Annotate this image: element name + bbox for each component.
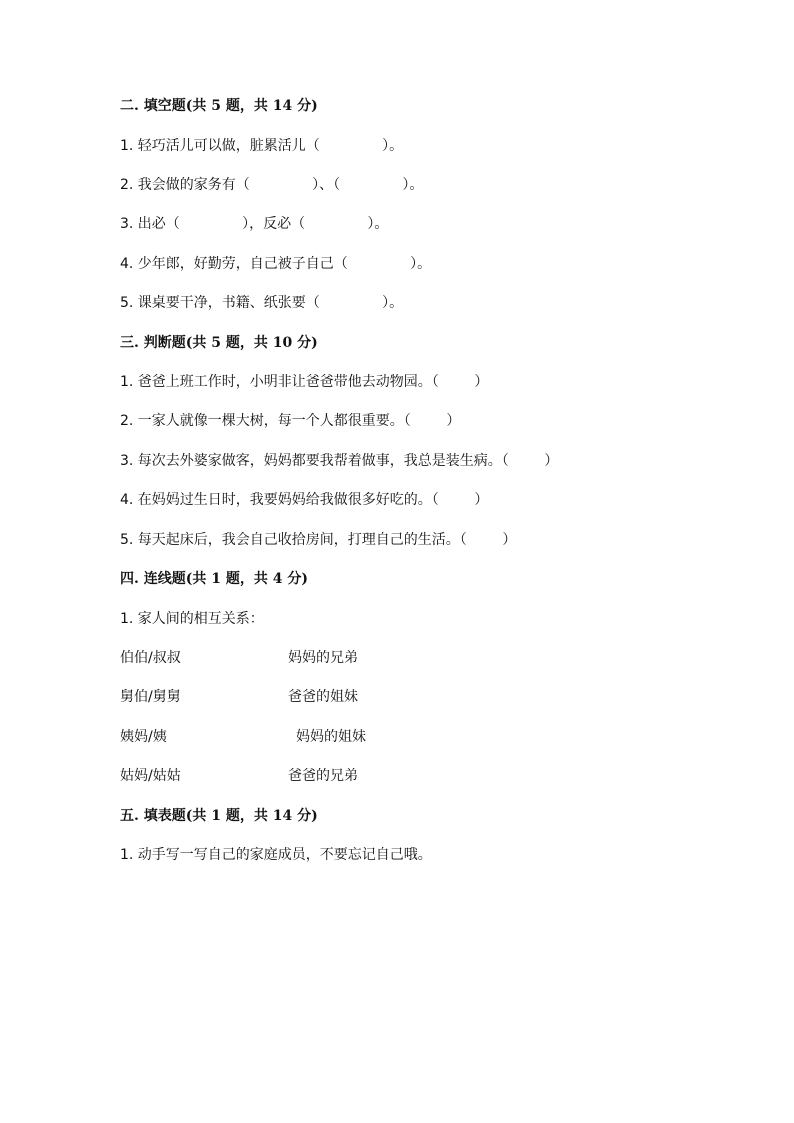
matching-left-item: 姨妈/姨 [120, 729, 167, 745]
fill-table-question-1: 1. 动手写一写自己的家庭成员，不要忘记自己哦。 [120, 847, 432, 863]
section-heading-fill-blank: 二. 填空题(共 5 题，共 14 分) [120, 98, 318, 114]
fill-blank-question-3: 3. 出必（ ），反必（ ）。 [120, 216, 389, 232]
true-false-question-1: 1. 爸爸上班工作时，小明非让爸爸带他去动物园。（ ） [120, 374, 489, 390]
true-false-question-2: 2. 一家人就像一棵大树，每一个人都很重要。（ ） [120, 413, 461, 429]
matching-left-item: 伯伯/叔叔 [120, 650, 181, 666]
matching-right-item: 妈妈的兄弟 [288, 650, 358, 666]
matching-left-item: 姑妈/姑姑 [120, 768, 181, 784]
fill-blank-question-1: 1. 轻巧活儿可以做，脏累活儿（ ）。 [120, 138, 404, 154]
matching-right-item: 爸爸的姐妹 [288, 689, 358, 705]
matching-question-1: 1. 家人间的相互关系： [120, 611, 264, 627]
section-heading-fill-table: 五. 填表题(共 1 题，共 14 分) [120, 808, 318, 824]
matching-left-item: 舅伯/舅舅 [120, 689, 181, 705]
matching-right-item: 爸爸的兄弟 [288, 768, 358, 784]
true-false-question-4: 4. 在妈妈过生日时，我要妈妈给我做很多好吃的。（ ） [120, 492, 489, 508]
fill-blank-question-2: 2. 我会做的家务有（ ）、（ ）。 [120, 177, 424, 193]
section-heading-true-false: 三. 判断题(共 5 题，共 10 分) [120, 335, 318, 351]
fill-blank-question-4: 4. 少年郎，好勤劳，自己被子自己（ ）。 [120, 256, 432, 272]
section-heading-matching: 四. 连线题(共 1 题，共 4 分) [120, 571, 308, 587]
true-false-question-5: 5. 每天起床后，我会自己收拾房间，打理自己的生活。（ ） [120, 532, 517, 548]
true-false-question-3: 3. 每次去外婆家做客，妈妈都要我帮着做事，我总是装生病。（ ） [120, 453, 559, 469]
fill-blank-question-5: 5. 课桌要干净，书籍、纸张要（ ）。 [120, 295, 404, 311]
matching-right-item: 妈妈的姐妹 [296, 729, 366, 745]
